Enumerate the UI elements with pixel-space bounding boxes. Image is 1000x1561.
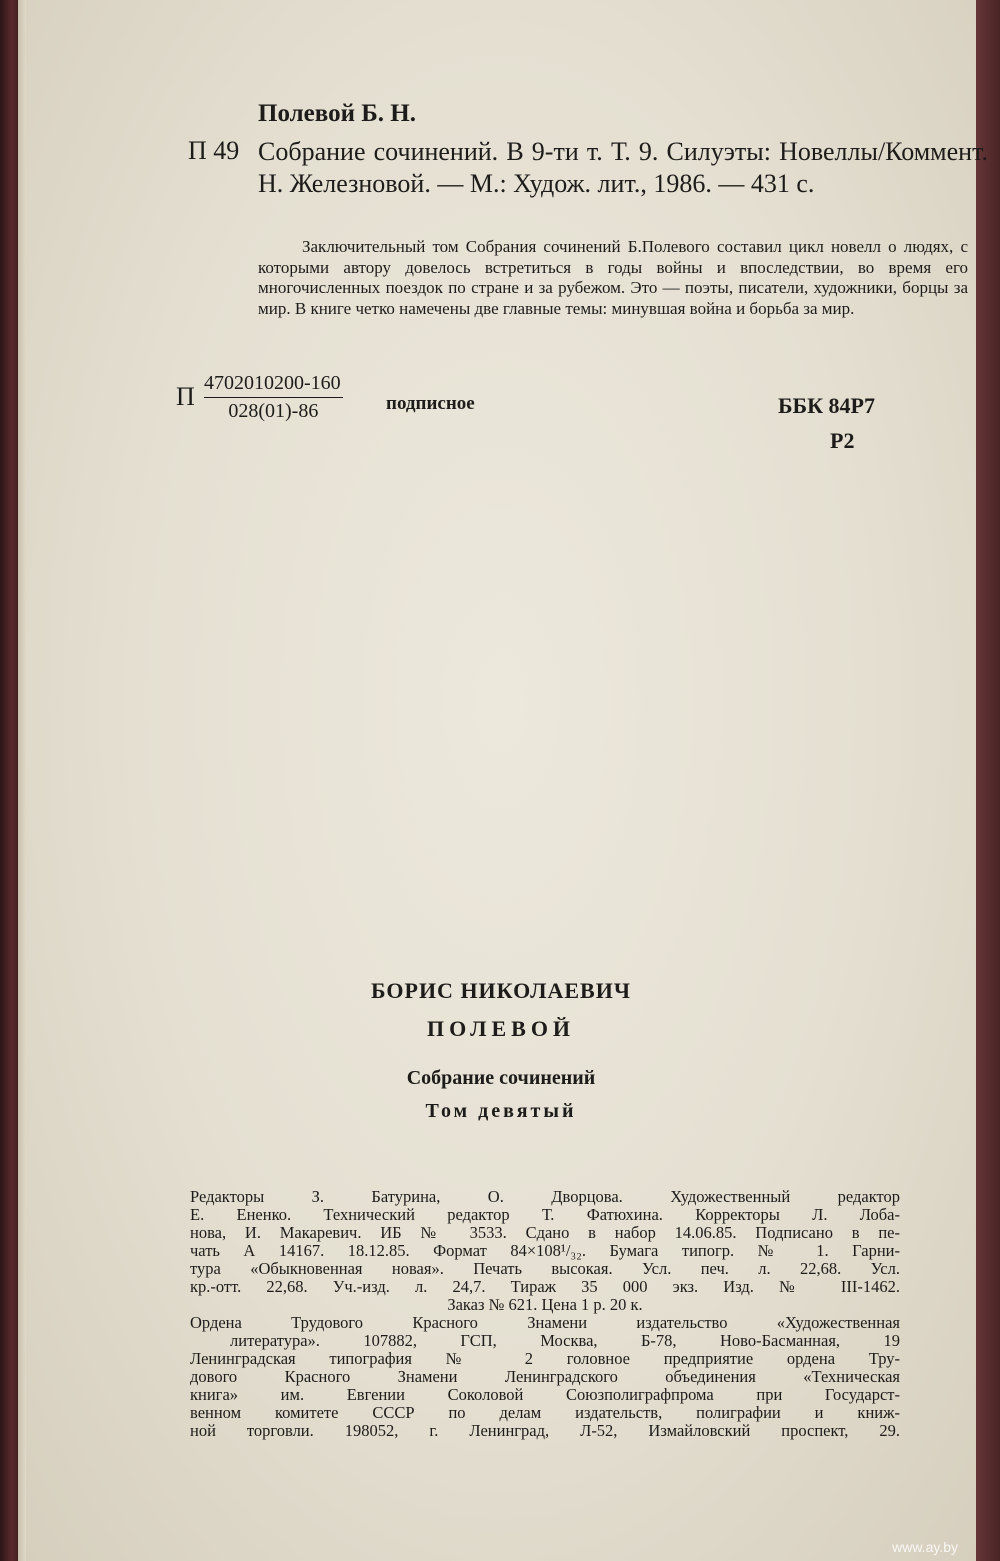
imprint-line: тура «Обыкновенная новая». Печать высокая. Усл. печ. л. 22,68. Усл. — [190, 1259, 900, 1278]
printer-line: ной торговли. 198052, г. Ленинград, Л-52, Измайловский проспект, 29. — [190, 1421, 900, 1440]
subscription-label: подписное — [386, 393, 475, 414]
site-watermark: www.ay.by — [892, 1539, 958, 1555]
imprint-line: кр.-отт. 22,68. Уч.-изд. л. 24,7. Тираж 35 000 экз. Изд. № III-1462. — [190, 1277, 900, 1296]
index-denominator: 028(01)-86 — [228, 400, 319, 422]
index-numerator: 4702010200-160 — [204, 372, 343, 398]
author-surname: ПОЛЕВОЙ — [426, 1016, 576, 1041]
printer-line: книга» им. Евгении Соколовой Союзполиграфпрома при Государст- — [190, 1385, 900, 1404]
bbk-code: ББК 84Р7 — [778, 393, 875, 418]
collection-title: Собрание сочинений — [406, 1067, 596, 1089]
catalog-abstract: Заключительный том Собрания сочинений Б.Полевого составил цикл новелл о людях, с которыми автору довелось встретиться в годы войны и впоследствии, во время его многочисленных поездок по стране и за рубежом. Это — поэты, писатели, художники, борцы за мир. В книге четко намечены две главные темы: минувшая война и борьба за мир. — [258, 237, 968, 318]
catalog-bibliographic: Собрание сочинений. В 9-ти т. Т. 9. Силуэты: Новеллы/Коммент. Н. Железновой. — М.: Худож. лит., 1986. — 431 с. — [258, 137, 988, 198]
volume-title: Том девятый — [425, 1100, 577, 1122]
bbk-subcode: Р2 — [830, 428, 855, 453]
catalog-code: П 49 — [188, 136, 240, 165]
imprint-line: нова, И. Макаревич. ИБ № 3533. Сдано в набор 14.06.85. Подписано в пе- — [190, 1223, 900, 1242]
publisher-line: Ордена Трудового Красного Знамени издательство «Художественная — [190, 1313, 900, 1332]
author-full-name: БОРИС НИКОЛАЕВИЧ — [371, 978, 631, 1003]
printer-line: венном комитете СССР по делам издательств, полиграфии и книж- — [190, 1403, 900, 1422]
imprint-line: Редакторы З. Батурина, О. Дворцова. Художественный редактор — [190, 1187, 900, 1206]
book-page — [26, 0, 988, 1561]
imprint-line: Е. Ененко. Технический редактор Т. Фатюхина. Корректоры Л. Лоба- — [190, 1205, 900, 1224]
book-cover-left — [0, 0, 20, 1561]
imprint-order-line: Заказ № 621. Цена 1 р. 20 к. — [447, 1295, 643, 1314]
catalog-p-letter: П — [176, 382, 195, 411]
publisher-line: литература». 107882, ГСП, Москва, Б-78, Ново-Басманная, 19 — [230, 1331, 900, 1350]
printer-line: дового Красного Знамени Ленинградского объединения «Техническая — [190, 1367, 900, 1386]
catalog-author: Полевой Б. Н. — [258, 100, 416, 127]
printer-line: Ленинградская типография № 2 головное предприятие ордена Тру- — [190, 1349, 900, 1368]
imprint-line: чать А 14167. 18.12.85. Формат 84×108¹/₃₂. Бумага типогр. № 1. Гарни- — [190, 1241, 900, 1260]
imprint-block — [190, 1188, 900, 1440]
catalog-index-fraction — [204, 372, 343, 423]
